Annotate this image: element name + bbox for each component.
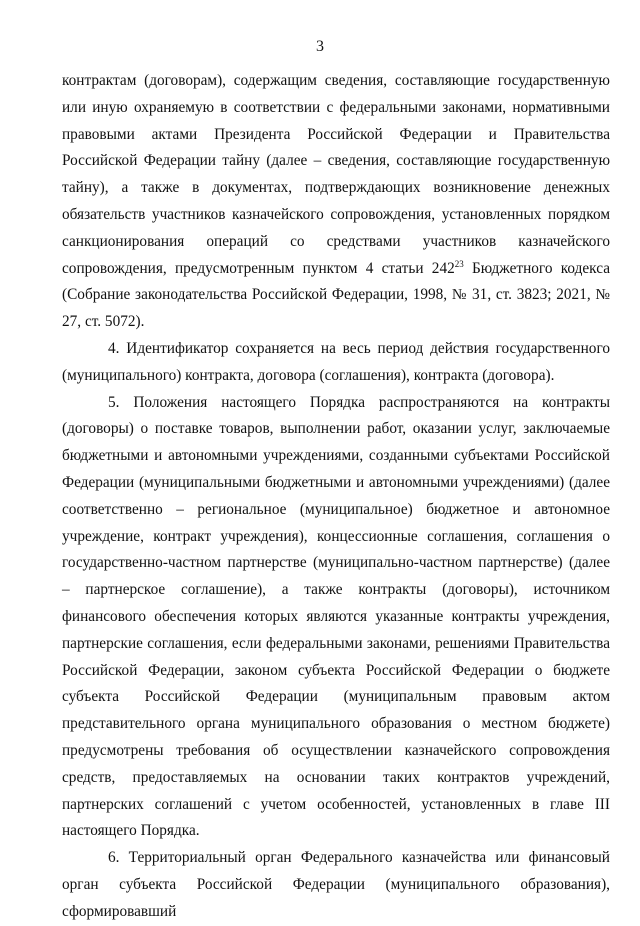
paragraph-item-4: 4. Идентификатор сохраняется на весь период действия государственного (муниципального) контракта, договора (соглашения), контракта (договора). bbox=[62, 339, 610, 384]
page-number: 3 bbox=[316, 38, 324, 55]
paragraph-text-tail: Бюджетного кодекса (Собрание законодательства Российской Федерации, 1998, № 31, ст. 3823; 2021, № 27, ст. 5072). bbox=[62, 259, 610, 331]
paragraph-text: контрактам (договорам), содержащим сведения, составляющие государственную или иную охраняемую в соответствии с федеральными законами, нормативными правовыми актами Президента Российской Федерации и Правительства Российской Федерации тайну (далее – сведения, составляющие государственную тайну), а также в документах, подтверждающих возникновение денежных обязательств участников казначейского сопровождения, установленных порядком санкционирования операций со средствами участников казначейского сопровождения, предусмотренным пунктом 4 статьи 242 bbox=[62, 72, 610, 277]
paragraph-item-6: 6. Территориальный орган Федерального казначейства или финансовый орган субъекта Российской Федерации (муниципального образования), сформировавший bbox=[62, 849, 610, 920]
superscript-number: 23 bbox=[454, 258, 464, 269]
paragraph-item-5: 5. Положения настоящего Порядка распространяются на контракты (договоры) о поставке товаров, выполнении работ, оказании услуг, заключаемые бюджетными и автономными учреждениями, созданными субъектами Российской Федерации (муниципальными бюджетными и автономными учреждениями) (далее соответственно – региональное (муниципальное) бюджетное и автономное учреждение, контракт учреждения), концессионные соглашения, соглашения о государственно-частном партнерстве (муниципально-частном партнерстве) (далее – партнерское соглашение), а также контракты (договоры), источником финансового обеспечения которых являются указанные контракты учреждения, партнерские соглашения, если федеральными законами, решениями Правительства Российской Федерации, законом субъекта Российской Федерации о бюджете субъекта Российской Федерации (муниципальным правовым актом представительного органа муниципального образования о местном бюджете) предусмотрены требования об осуществлении казначейского сопровождения средств, предоставляемых на основании таких контрактов учреждений, партнерских соглашений с учетом особенностей, установленных в главе III настоящего Порядка. bbox=[62, 393, 610, 840]
document-body bbox=[62, 68, 610, 926]
paragraph-continuation bbox=[62, 68, 610, 336]
